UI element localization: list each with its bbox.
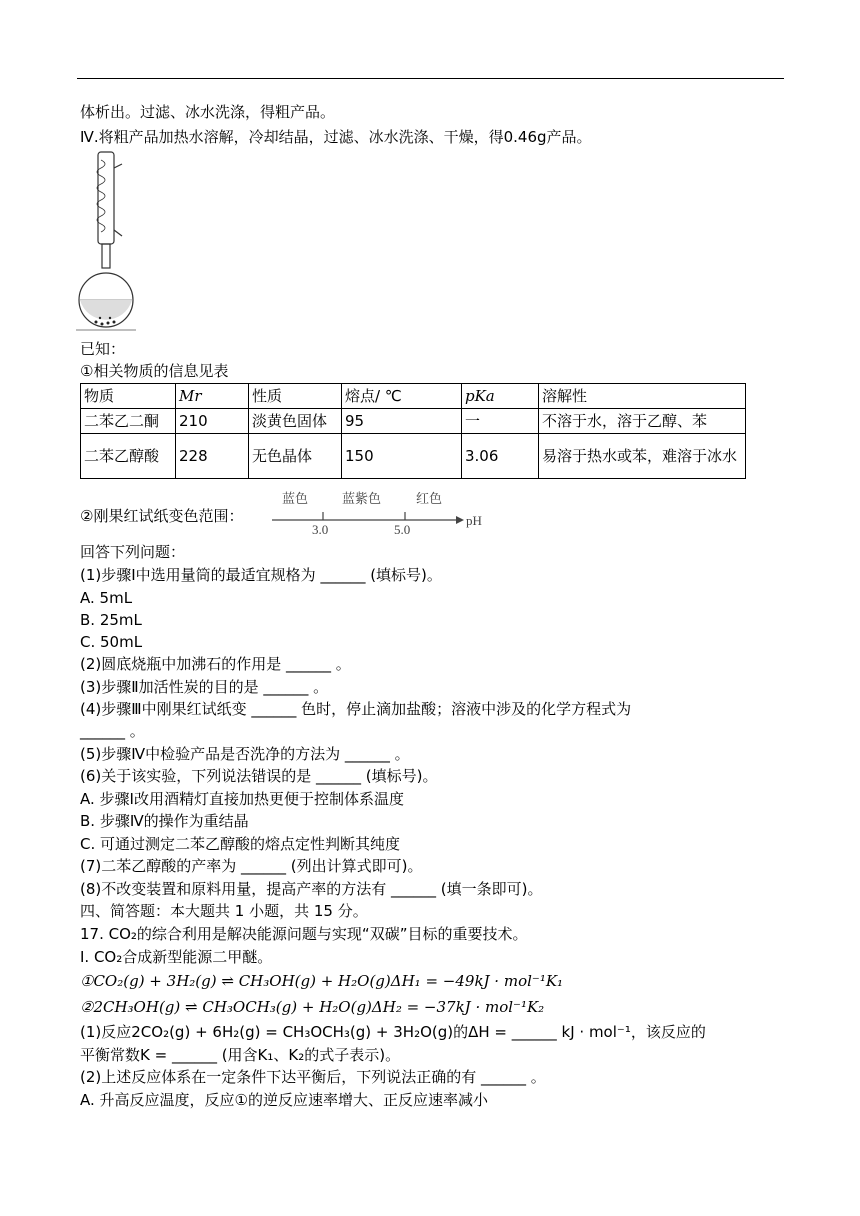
table-cell: 易溶于热水或苯，难溶于冰水 <box>539 434 746 479</box>
table-header: 物质 <box>81 384 176 409</box>
text-line: 体析出。过滤、冰水洗涤，得粗产品。 <box>80 103 336 121</box>
option: B. 步骤Ⅳ的操作为重结晶 <box>80 812 249 830</box>
option: A. 升高反应温度，反应①的逆反应速率增大、正反应速率减小 <box>80 1091 488 1109</box>
table-cell: 3.06 <box>462 434 539 479</box>
question: 平衡常数K = ______ (用含K₁、K₂的式子表示)。 <box>80 1046 401 1064</box>
ph-tick-label: 3.0 <box>312 522 329 537</box>
question: (1)反应2CO₂(g) + 6H₂(g) = CH₃OCH₃(g) + 3H₂O(g)的ΔH = ______ kJ · mol⁻¹，该反应的 <box>80 1023 706 1041</box>
table-header: pKa <box>462 384 539 409</box>
table-cell: 不溶于水，溶于乙醇、苯 <box>539 409 746 434</box>
text-line: Ⅳ.将粗产品加热水溶解，冷却结晶，过滤、冰水洗涤、干燥，得0.46g产品。 <box>80 128 592 146</box>
question: (5)步骤Ⅳ中检验产品是否洗净的方法为 ______ 。 <box>80 745 410 763</box>
question: (7)二苯乙醇酸的产率为 ______ (列出计算式即可)。 <box>80 857 423 875</box>
text-line: 回答下列问题： <box>80 543 186 561</box>
section-heading: 四、简答题：本大题共 1 小题，共 15 分。 <box>80 902 368 920</box>
option: A. 5mL <box>80 589 133 607</box>
question: (3)步骤Ⅱ加活性炭的目的是 ______ 。 <box>80 678 329 696</box>
ph-unit-label: pH <box>466 513 482 528</box>
table-header: 熔点/ ℃ <box>342 384 462 409</box>
option: B. 25mL <box>80 611 142 629</box>
table-cell: 淡黄色固体 <box>249 409 342 434</box>
question: ______ 。 <box>80 722 145 740</box>
ph-tick-label: 5.0 <box>394 522 411 537</box>
table-cell: 一 <box>462 409 539 434</box>
reaction-equation: ②2CH₃OH(g) ⇌ CH₃OCH₃(g) + H₂O(g)ΔH₂ = −37kJ · mol⁻¹K₂ <box>80 998 545 1016</box>
question: (2)上述反应体系在一定条件下达平衡后，下列说法正确的有 ______ 。 <box>80 1068 546 1086</box>
ph-color-scale <box>268 490 488 538</box>
question: 17. CO₂的综合利用是解决能源问题与实现“双碳”目标的重要技术。 <box>80 925 528 943</box>
table-cell: 150 <box>342 434 462 479</box>
table-cell: 二苯乙醇酸 <box>81 434 176 479</box>
table-row <box>81 434 746 479</box>
header-rule <box>77 78 784 79</box>
subheading: Ⅰ. CO₂合成新型能源二甲醚。 <box>80 948 273 966</box>
ph-arrow-icon <box>456 516 464 524</box>
reaction-equation: ①CO₂(g) + 3H₂(g) ⇌ CH₃OH(g) + H₂O(g)ΔH₁ = −49kJ · mol⁻¹K₁ <box>80 972 564 990</box>
question: (6)关于该实验，下列说法错误的是 ______ (填标号)。 <box>80 767 438 785</box>
table-row <box>81 409 746 434</box>
question: (2)圆底烧瓶中加沸石的作用是 ______ 。 <box>80 655 351 673</box>
option: C. 可通过测定二苯乙醇酸的熔点定性判断其纯度 <box>80 835 401 853</box>
text-line: 已知： <box>80 340 126 358</box>
table-header-row <box>81 384 746 409</box>
text-line: ②刚果红试纸变色范围： <box>80 507 244 525</box>
text-line: ①相关物质的信息见表 <box>80 362 229 380</box>
option: A. 步骤Ⅰ改用酒精灯直接加热更便于控制体系温度 <box>80 790 404 808</box>
substance-info-table <box>80 383 746 479</box>
table-cell: 210 <box>176 409 249 434</box>
ph-color-label: 蓝色 <box>282 491 309 506</box>
question: (8)不改变装置和原料用量，提高产率的方法有 ______ (填一条即可)。 <box>80 880 543 898</box>
table-header: Mr <box>176 384 249 409</box>
table-cell: 无色晶体 <box>249 434 342 479</box>
table-header: 溶解性 <box>539 384 746 409</box>
question: (4)步骤Ⅲ中刚果红试纸变 ______ 色时，停止滴加盐酸；溶液中涉及的化学方程式为 <box>80 700 632 718</box>
ph-color-label: 红色 <box>416 491 443 506</box>
reflux-apparatus-figure <box>76 150 136 332</box>
table-header: 性质 <box>249 384 342 409</box>
table-cell: 二苯乙二酮 <box>81 409 176 434</box>
question: (1)步骤Ⅰ中选用量筒的最适宜规格为 ______ (填标号)。 <box>80 566 442 584</box>
ph-color-label: 蓝紫色 <box>342 491 382 506</box>
table-cell: 95 <box>342 409 462 434</box>
table-cell: 228 <box>176 434 249 479</box>
option: C. 50mL <box>80 633 143 651</box>
